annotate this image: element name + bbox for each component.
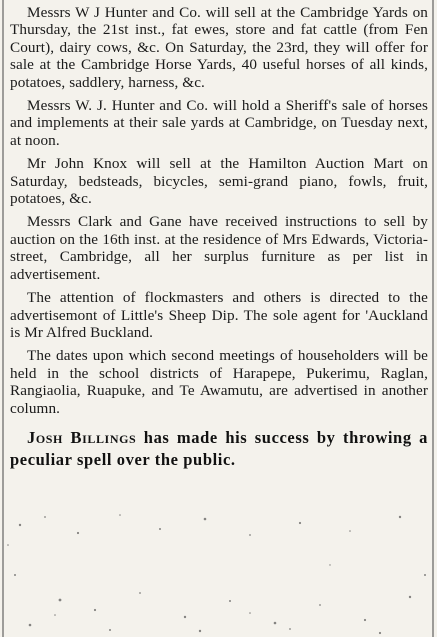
sheep-dip-notice: The attention of flockmasters and others is directed to the advertisemont of Little's Sheep Dip. The sole agent for 'Auckland is Mr Alfred Buckland. [10,289,428,341]
josh-billings-text: has made his success by throwing a peculiar spell over the public. [10,427,429,469]
news-column [10,4,428,477]
knox-hamilton-auction-notice: Mr John Knox will sell at the Hamilton Auction Mart on Saturday, bedsteads, bicycles, semi-grand piano, fowls, fruit, potatoes, &c. [10,155,428,208]
josh-billings-paragraph [10,427,428,471]
hunter-cambridge-sale-notice: Messrs W J Hunter and Co. will sell at the Cambridge Yards on Thursday, the 21st inst., fat ewes, store and fat cattle (from Fen Court), dairy cows, &c. On Saturday, the 23rd, they will offer for sale at the Cambridge Horse Yards, 40 useful horses of all kinds, potatoes, saddlery, harness, &c. [10,4,428,91]
print-damage-speckle [0,505,437,637]
right-column-rule [432,0,434,637]
hunter-sheriffs-sale-notice: Messrs W. J. Hunter and Co. will hold a Sheriff's sale of horses and implements at their sale yards at Cambridge, on Tuesday next, at noon. [10,97,428,149]
left-column-rule [2,0,4,637]
clark-gane-auction-notice: Messrs Clark and Gane have received instructions to sell by auction on the 16th inst. at the residence of Mrs Edwards, Victoria-street, Cambridge, all her surplus furniture as per list in advertisement. [10,213,428,283]
householders-meetings-notice: The dates upon which second meetings of householders will be held in the school districts of Harapepe, Pukerimu, Raglan, Rangiaolia, Ruapuke, and Te Awamutu, are advertised in another column. [10,347,428,417]
josh-billings-name: Josh Billings [27,427,137,447]
